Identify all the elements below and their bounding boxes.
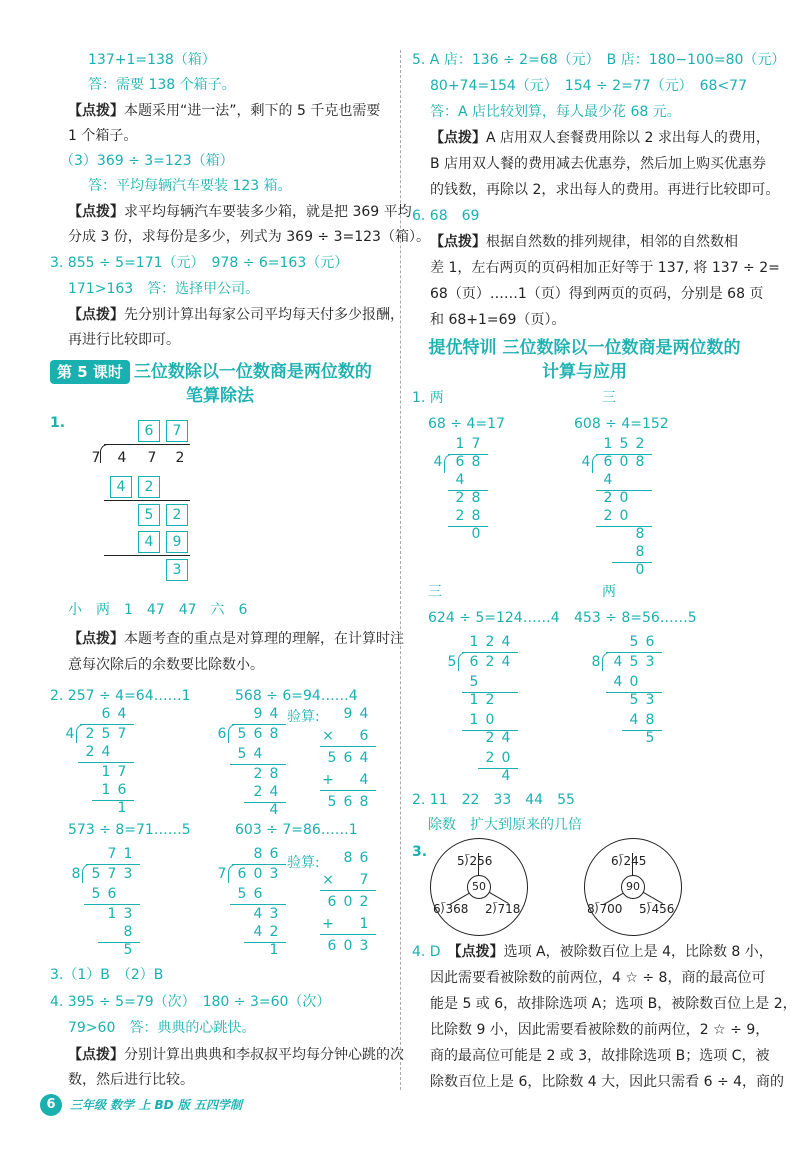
digit: 6 [343,750,353,766]
digit: 6 [217,726,227,742]
digit: 1 [101,764,111,780]
digit: 2 [485,750,495,766]
digit: 2 [253,766,263,782]
digit: 0 [501,750,511,766]
digit: 7 [117,764,127,780]
digit: 8 [253,846,263,862]
digit: 4 [581,454,591,470]
digit: 0 [635,562,645,578]
dividend-digit: 4 [117,450,127,466]
quotient-digit: 6 [101,706,111,722]
hint-line: 和 68+1=69（页）。 [430,312,566,328]
digit: 5 [645,730,655,746]
digit: 4 [613,654,623,670]
hint-line: 意每次除后的余数要比除数小。 [68,657,264,673]
digit: 6 [253,886,263,902]
digit: 5 [629,654,639,670]
digit: 1 [469,634,479,650]
digit: 4 [455,472,465,488]
work-box: 5 [138,504,160,526]
digit: 6 [359,728,369,744]
digit: 6 [645,634,655,650]
long-division-q1 [90,418,230,583]
hint-line: 差 1，左右两页的页码相加正好等于 137, 将 137 ÷ 2= [430,260,780,276]
digit: 6 [253,726,263,742]
answer-line: 3. 855 ÷ 5=171（元） 978 ÷ 6=163（元） [50,255,349,271]
long-division-573 [71,844,174,958]
question-number: 1. [50,415,66,431]
hint-tag: 【点拨】 [68,307,124,323]
digit: 6 [603,454,613,470]
answer-line: 80+74=154（元） 154 ÷ 2=77（元） 68<77 [430,78,747,94]
digit: 0 [619,454,629,470]
digit: 3 [269,866,279,882]
wheel-cell: 6⟌245 [611,854,647,868]
digit: 1 [359,916,369,932]
digit: + [322,916,334,932]
digit: 8 [591,654,601,670]
hint-line: 比除数 9 小，因此需要看被除数的前两位，2 ☆ ÷ 9， [430,1022,770,1038]
hint-text: 本题考查的重点是对算理的理解，在计算时注 [124,631,404,647]
digit: 4 [253,746,263,762]
digit: 8 [471,490,481,506]
digit: 2 [603,508,613,524]
digit: 7 [471,436,481,452]
digit: 4 [359,706,369,722]
work-box: 4 [138,531,160,553]
digit: 5 [237,886,247,902]
digit: 5 [327,750,337,766]
hint-tag: 【点拨】 [68,204,124,220]
digit: 2 [485,654,495,670]
digit: 4 [253,924,263,940]
quotient-digit: 4 [117,706,127,722]
digit: 7 [217,866,227,882]
digit: 2 [485,634,495,650]
question-number: 3. [412,844,428,860]
digit: 2 [269,924,279,940]
digit: 4 [603,472,613,488]
digit: 0 [343,894,353,910]
work-box: 2 [166,504,188,526]
hint-tag: 【点拨】 [430,234,486,250]
answer-label: 4. D [412,944,441,960]
hint-line [430,232,738,252]
equation: 453 ÷ 8=56……5 [574,610,697,626]
answer-line: 2. 11 22 33 44 55 [412,792,575,808]
digit: × [322,872,334,888]
answer-line: 三 [428,584,442,600]
digit: 0 [629,674,639,690]
hint-line: 除数百位上是 6，比除数 4 大，因此只需看 6 ÷ 4，商的 [430,1074,785,1090]
digit: 1 [603,436,613,452]
digit: 5 [123,942,133,958]
dividend-digit: 7 [147,450,157,466]
digit: 4 [629,712,639,728]
digit: 9 [253,706,263,722]
answer-line: 两 [602,584,616,600]
digit: + [322,772,334,788]
digit: 4 [359,772,369,788]
lesson-heading [50,360,372,384]
digit: 3 [645,654,655,670]
hint-text: 根据自然数的排列规律，相邻的自然数相 [486,234,738,250]
digit: 8 [359,794,369,810]
answer-line: 171>163 答：选择甲公司。 [68,281,260,297]
digit: 2 [455,508,465,524]
digit: 3 [123,906,133,922]
quotient-digit: 6 [138,420,160,442]
digit: 5 [327,794,337,810]
answer-line: 3.（1）B （2）B [50,967,164,983]
digit: 2 [455,490,465,506]
answer-line: 1. 两 [412,390,444,406]
digit: 5 [619,436,629,452]
wheel-cell: 8⟌700 [587,902,623,916]
digit: 4 [253,906,263,922]
work-box: 2 [138,476,160,498]
digit: 4 [101,744,111,760]
answer-line: 答：A 店比较划算，每人最少花 68 元。 [430,104,681,120]
answer-line: 除数 扩大到原来的几倍 [428,817,582,833]
digit: 4 [269,802,279,818]
digit: 8 [471,508,481,524]
answer-line: 小 两 1 47 47 六 6 [68,602,248,618]
digit: 7 [107,846,117,862]
lesson-title: 三位数除以一位数商是两位数的 [133,362,372,382]
long-division-453 [591,632,684,746]
wheel-cell: 6⟌368 [433,902,469,916]
hint-line [68,202,412,222]
hint-tag: 【点拨】 [454,944,504,960]
hint-tag: 【点拨】 [68,1047,124,1063]
equation: 573 ÷ 8=71……5 [68,822,191,838]
digit: 6 [107,886,117,902]
digit: 4 [269,784,279,800]
digit: 3 [269,906,279,922]
division-wheel-2 [584,838,682,936]
hint-line: 再进行比较即可。 [68,332,180,348]
footer-text: 三年级 数学 上 BD 版 五四学制 [70,1098,242,1112]
digit: 6 [237,866,247,882]
work-box: 9 [166,531,188,553]
answer-line: 答：需要 138 个箱子。 [88,77,236,93]
dividend-digit: 2 [175,450,185,466]
answer-line: 79>60 答：典典的心跳快。 [68,1020,256,1036]
digit: 0 [619,490,629,506]
digit: 1 [117,800,127,816]
digit: 2 [603,490,613,506]
quotient-digit: 7 [166,420,188,442]
digit: 5 [237,746,247,762]
digit: 8 [635,526,645,542]
digit: 5 [447,654,457,670]
hint-line [412,942,773,962]
answer-line: 4. 395 ÷ 5=79（次） 180 ÷ 3=60（次） [50,994,331,1010]
page-number: 6 [40,1094,62,1116]
wheel-hub: 50 [467,875,491,899]
division-wheel-1 [430,838,528,936]
hint-text: 分别计算出典典和李叔叔平均每分钟心跳的次 [124,1047,404,1063]
digit: 1 [123,846,133,862]
digit: 2 [485,692,495,708]
digit: 4 [433,454,443,470]
page-footer [40,1094,370,1116]
digit: 0 [253,866,263,882]
hint-line: 68（页）……1（页）得到两页的页码，分别是 68 页 [430,286,764,302]
digit: 6 [327,894,337,910]
digit: 6 [359,850,369,866]
digit: 8 [269,726,279,742]
hint-line [68,1045,404,1065]
digit: 6 [269,846,279,862]
digit: 5 [91,886,101,902]
digit: 8 [471,454,481,470]
wheel-cell: 2⟌718 [485,902,521,916]
lesson-badge: 第 5 课时 [50,360,130,384]
equation: 568 ÷ 6=94……4 [235,688,358,704]
digit: 8 [635,544,645,560]
hint-text: 本题采用“进一法”，剩下的 5 千克也需要 [124,103,381,119]
digit: 9 [343,706,353,722]
equation: 68 ÷ 4=17 [428,416,505,432]
work-box: 3 [166,559,188,581]
divisor: 7 [91,450,101,466]
hint-text: A 店用双人套餐费用除以 2 求出每人的费用， [486,130,770,146]
answer-line: 三 [602,390,616,406]
digit: 1 [469,712,479,728]
hint-line: 数，然后进行比较。 [68,1072,194,1088]
digit: 5 [629,692,639,708]
hint-line [68,305,404,325]
digit: 5 [91,866,101,882]
wheel-cell: 5⟌256 [457,854,493,868]
digit: 1 [455,436,465,452]
answer-line: 137+1=138（箱） [88,52,216,68]
check-label: 验算: [287,709,320,725]
check-multiplication-603 [322,848,382,958]
digit: 4 [501,654,511,670]
digit: 7 [359,872,369,888]
equation: 624 ÷ 5=124……4 [428,610,560,626]
hint-tag: 【点拨】 [68,631,124,647]
digit: 6 [343,794,353,810]
hint-line: 能是 5 或 6，故排除选项 A；选项 B，被除数百位上是 2， [430,996,797,1012]
digit: 0 [485,712,495,728]
digit: 5 [629,634,639,650]
work-box: 4 [110,476,132,498]
digit: 8 [343,850,353,866]
digit: 0 [619,508,629,524]
answer-line: （3）369 ÷ 3=123（箱） [60,153,234,169]
lesson-title-line2: 笔算除法 [186,386,254,406]
divisor: 4 [65,726,75,742]
dividend-digit: 5 [101,726,111,742]
digit: 1 [469,692,479,708]
hint-line: 的钱数，再除以 2，求出每人的费用。再进行比较即可。 [430,182,780,198]
hint-line [430,128,770,148]
hint-line: 因此需要看被除数的前两位，4 ☆ ÷ 8，商的最高位可 [430,970,766,986]
digit: 1 [107,906,117,922]
wheel-cell: 5⟌456 [639,902,675,916]
digit: 4 [613,674,623,690]
digit: 6 [327,938,337,954]
digit: × [322,728,334,744]
digit: 3 [123,866,133,882]
digit: 6 [469,654,479,670]
digit: 7 [107,866,117,882]
digit: 8 [269,766,279,782]
equation: 603 ÷ 7=86……1 [235,822,358,838]
digit: 3 [359,938,369,954]
dividend-digit: 7 [117,726,127,742]
digit: 0 [471,526,481,542]
digit: 2 [253,784,263,800]
digit: 2 [485,730,495,746]
dividend-digit: 2 [85,726,95,742]
digit: 8 [71,866,81,882]
digit: 5 [237,726,247,742]
wheel-hub: 90 [621,875,645,899]
answer-line: 答：平均每辆汽车要装 123 箱。 [88,178,292,194]
digit: 4 [501,768,511,784]
answer-line: 6. 68 69 [412,208,480,224]
check-label: 验算: [287,855,320,871]
digit: 4 [501,634,511,650]
digit: 1 [101,782,111,798]
hint-tag: 【点拨】 [68,103,124,119]
digit: 6 [455,454,465,470]
hint-tag: 【点拨】 [430,130,486,146]
digit: 0 [343,938,353,954]
equation: 608 ÷ 4=152 [574,416,669,432]
digit: 4 [269,706,279,722]
hint-line [68,101,380,121]
digit: 4 [359,750,369,766]
section-title-line2: 计算与应用 [542,362,627,382]
hint-line: B 店用双人餐的费用减去优惠券，然后加上购买优惠券 [430,156,767,172]
digit: 6 [117,782,127,798]
digit: 5 [469,674,479,690]
long-division-624 [447,632,540,784]
digit: 8 [635,454,645,470]
equation: 2. 257 ÷ 4=64……1 [50,688,191,704]
digit: 1 [269,942,279,958]
hint-line [68,629,404,649]
digit: 4 [501,730,511,746]
check-multiplication-568 [322,704,382,814]
hint-text: 先分别计算出每家公司平均每天付多少报酬， [124,307,404,323]
digit: 2 [359,894,369,910]
hint-text: 求平均每辆汽车要装多少箱，就是把 369 平均 [124,204,412,220]
hint-text: 选项 A，被除数百位上是 4，比除数 8 小， [503,944,773,960]
digit: 8 [123,924,133,940]
long-division-257 [65,704,168,816]
digit: 8 [645,712,655,728]
digit: 2 [635,436,645,452]
answer-line: 5. A 店：136 ÷ 2=68（元） B 店：180−100=80（元） [412,52,786,68]
long-division-68 [433,434,516,544]
section-title: 提优特训 三位数除以一位数商是两位数的 [428,338,741,358]
hint-line: 商的最高位可能是 2 或 3，故排除选项 B；选项 C，被 [430,1048,770,1064]
hint-line: 分成 3 份，求每份是多少，列式为 369 ÷ 3=123（箱）。 [68,229,430,245]
hint-line: 1 个箱子。 [68,128,138,144]
digit: 2 [85,744,95,760]
digit: 3 [645,692,655,708]
long-division-608 [581,434,664,584]
